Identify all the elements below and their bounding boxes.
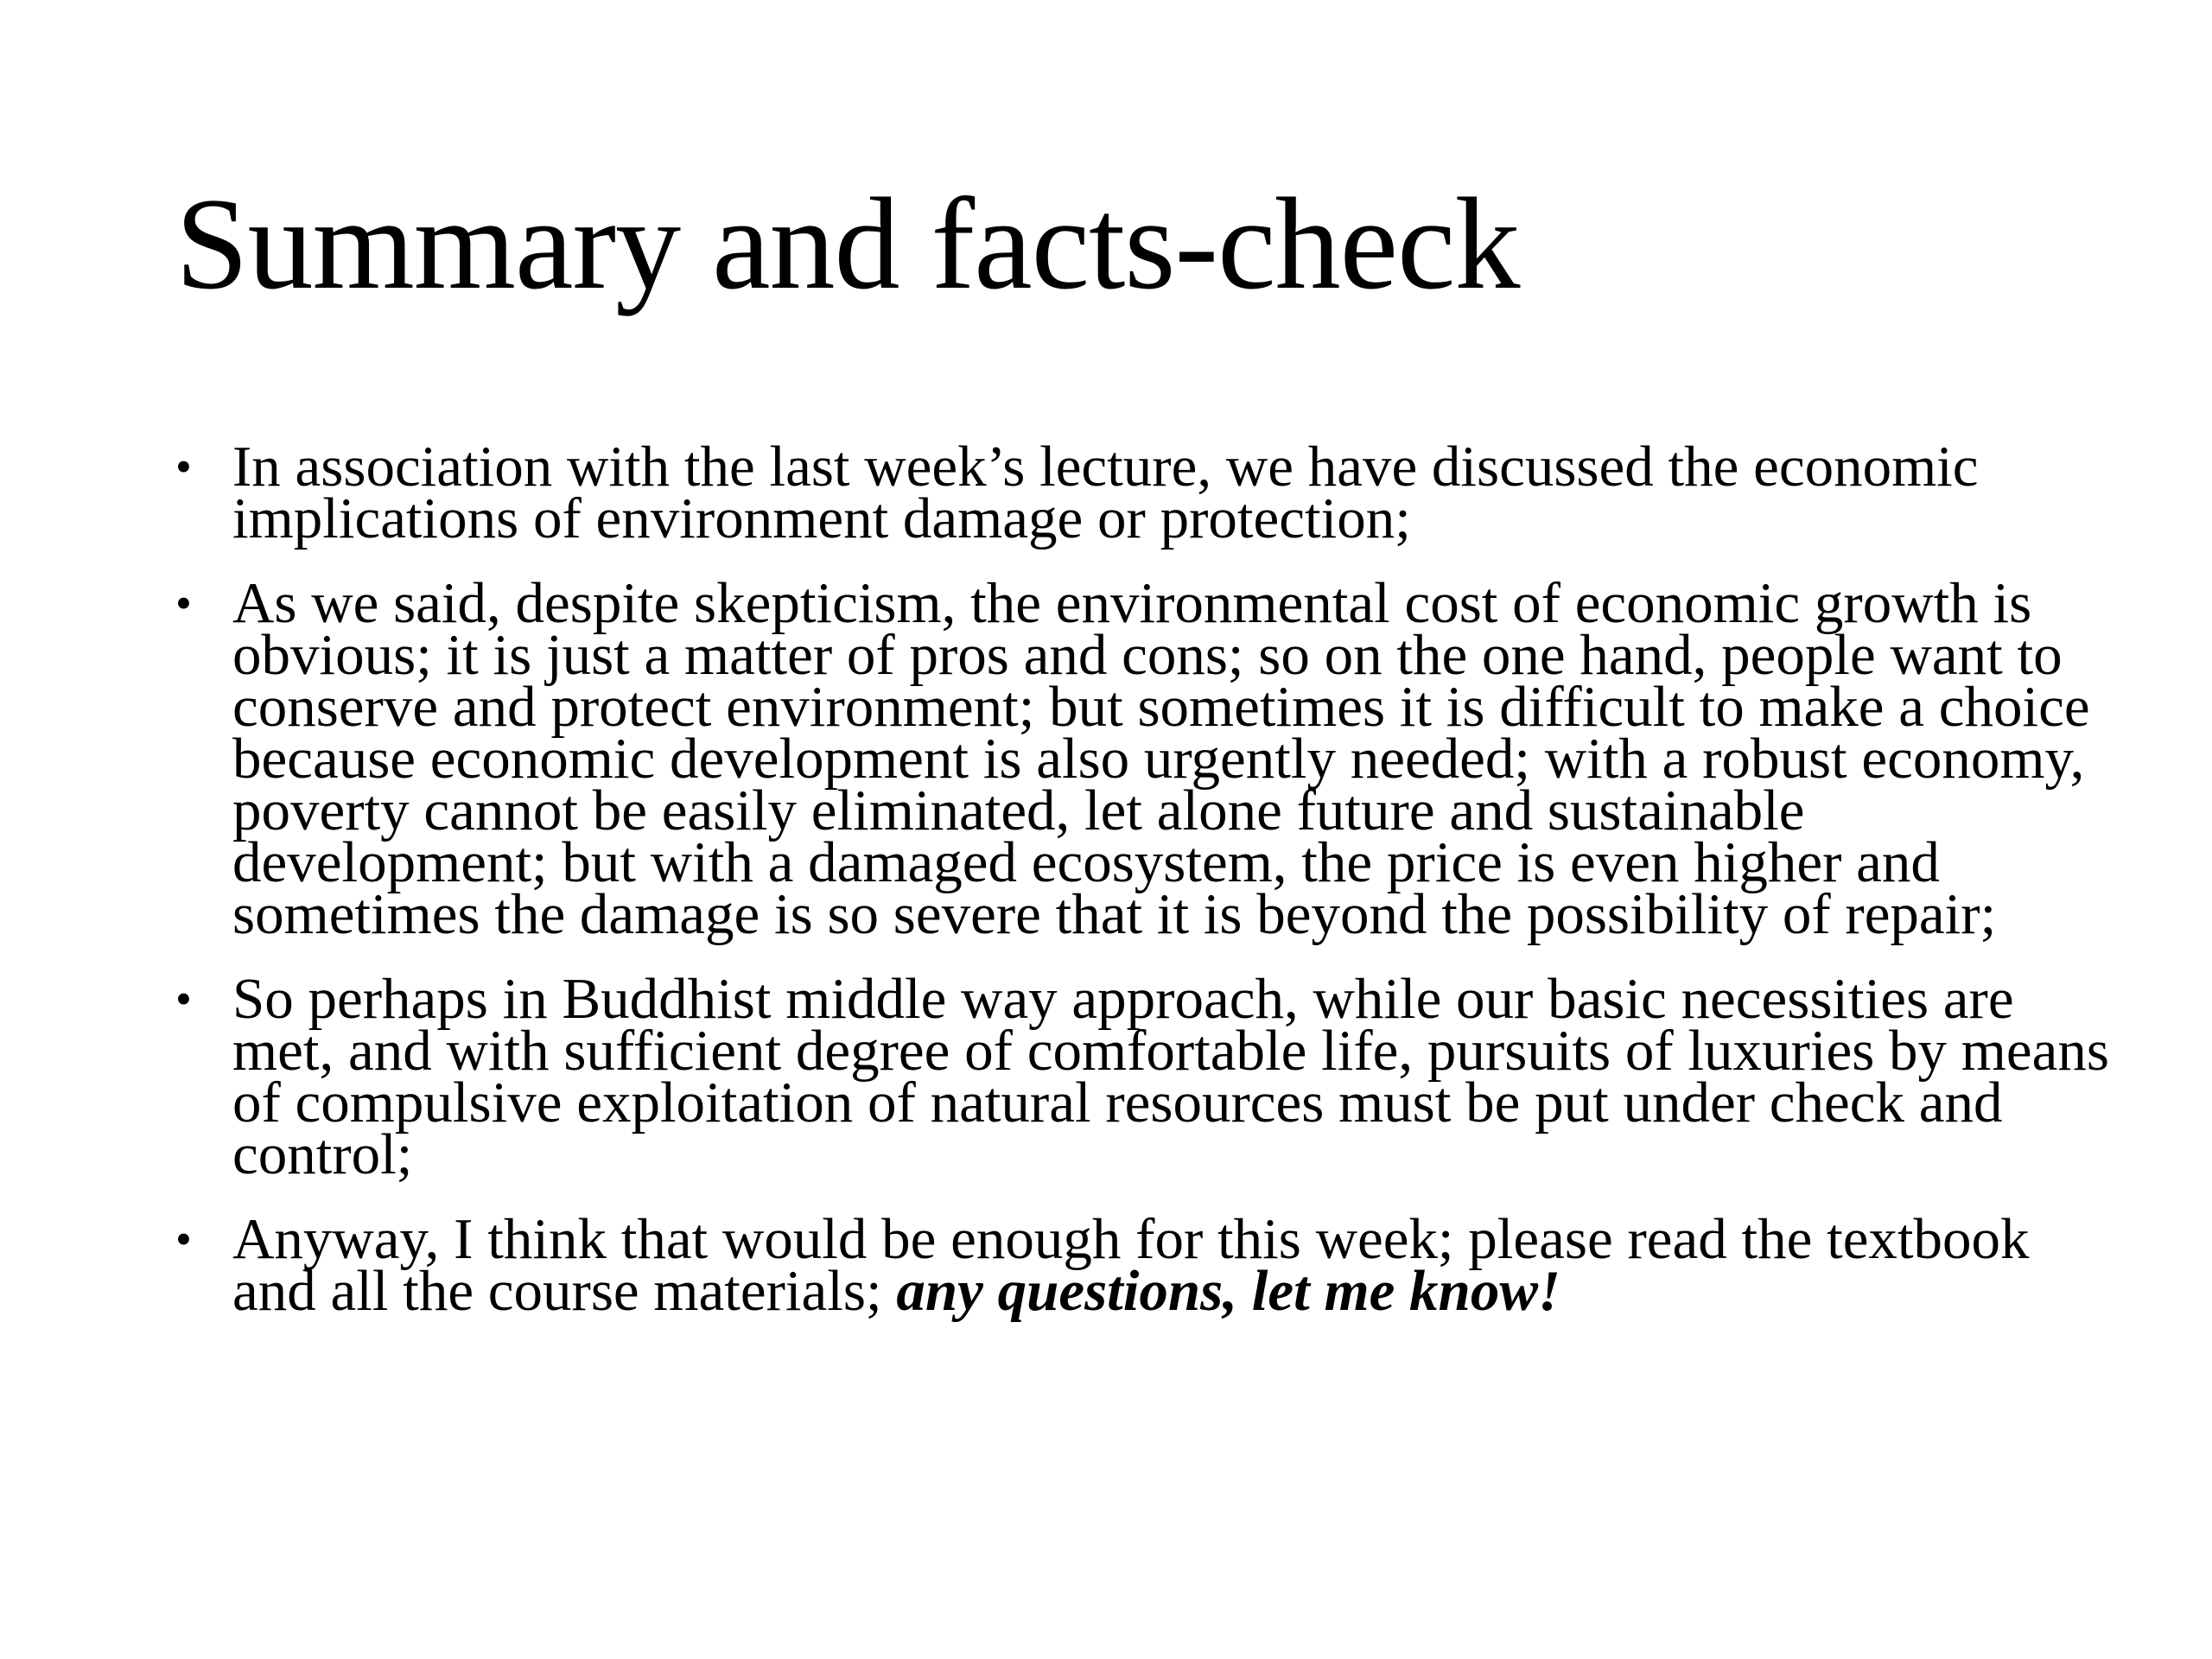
- bullet-text: As we said, despite skepticism, the environmental cost of economic growth is obvious; it is just a matter of pros and cons; so on the one hand, people want to conserve and protect environment; but sometimes it is difficult to make a choice because economic development is also urgently needed; with a robust economy, poverty cannot be easily eliminated, let alone future and sustainable development; but with a damaged ecosystem, the price is even higher and sometimes the damage is so severe that it is beyond the possibility of repair;: [232, 571, 2090, 946]
- bullet-text-final: [232, 1207, 2111, 1323]
- bullet-item: [175, 435, 2111, 550]
- bullet-text: In association with the last week’s lecture, we have discussed the economic implications of environment damage or protection;: [232, 435, 1979, 550]
- bullet-icon: •: [175, 577, 192, 629]
- bullet-item: [175, 571, 2111, 946]
- bullet-item: [175, 967, 2111, 1186]
- bullet-item: [175, 1207, 2111, 1323]
- bullet-list: [175, 435, 2111, 1350]
- bullet-icon: •: [175, 441, 192, 493]
- bullet-text-emphasis: any questions, let me know!: [896, 1259, 1561, 1323]
- bullet-icon: •: [175, 1213, 192, 1265]
- bullet-text-plain: Anyway, I think that would be enough for this week; please read the textbook and all the course materials;: [232, 1207, 2030, 1323]
- slide-title: Summary and facts-check: [175, 171, 1520, 316]
- bullet-icon: •: [175, 973, 192, 1025]
- bullet-text: So perhaps in Buddhist middle way approach, while our basic necessities are met, and with sufficient degree of comfortable life, pursuits of luxuries by means of compulsive exploitation of natural resources must be put under check and control;: [232, 967, 2109, 1186]
